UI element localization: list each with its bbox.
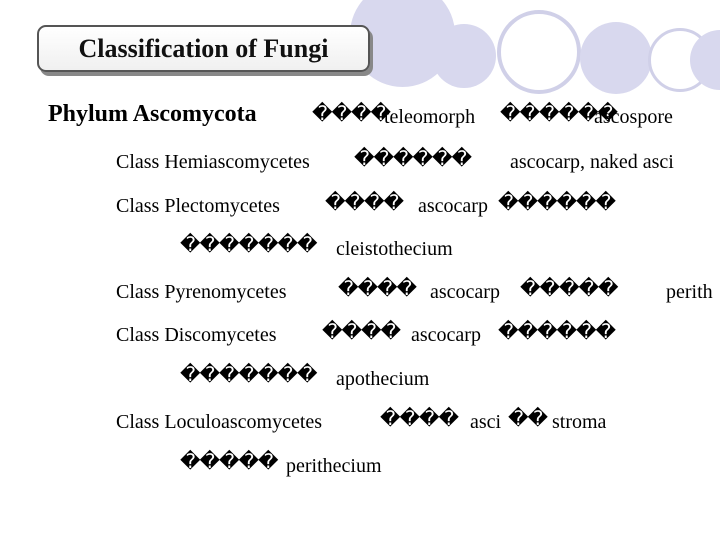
- term-cleistothecium: cleistothecium: [336, 238, 453, 260]
- glyphs-r3-a: ����: [325, 192, 404, 214]
- glyphs-r1-a: ����: [312, 103, 391, 125]
- class-plectomycetes: Class Plectomycetes: [116, 195, 280, 217]
- slide-title: Classification of Fungi: [78, 33, 329, 63]
- class-loculoascomycetes: Class Loculoascomycetes: [116, 411, 323, 433]
- class-hemiascomycetes: Class Hemiascomycetes: [116, 151, 310, 173]
- title-box: [37, 25, 370, 72]
- glyphs-r5-b: �����: [520, 278, 618, 300]
- term-ascocarp-r6: ascocarp: [411, 324, 481, 346]
- term-ascocarp-naked-asci: ascocarp, naked asci: [510, 151, 674, 173]
- term-asci: asci: [470, 411, 502, 433]
- glyphs-r8-a: ����: [380, 408, 459, 430]
- class-pyrenomycetes: Class Pyrenomycetes: [116, 281, 287, 303]
- glyphs-r2: ������: [354, 148, 472, 170]
- glyphs-r6-b: ������: [498, 321, 616, 343]
- term-ascocarp-r5: ascocarp: [430, 281, 500, 303]
- term-stroma: stroma: [552, 411, 607, 433]
- decor-circle-2: [432, 24, 496, 88]
- glyphs-r3-b: ������: [498, 192, 616, 214]
- phylum-heading: Phylum Ascomycota: [48, 101, 257, 127]
- glyphs-r1-b: ������: [500, 103, 618, 125]
- decor-circle-4: [580, 22, 652, 94]
- term-perithecium: perithecium: [286, 455, 382, 477]
- glyphs-r4: �������: [180, 234, 317, 256]
- term-ascospore: ascospore: [594, 106, 673, 128]
- term-perith: perith: [666, 281, 713, 303]
- glyphs-r8-b: ��: [508, 408, 548, 430]
- decor-circle-3: [497, 10, 581, 94]
- glyphs-r9: �����: [180, 451, 278, 473]
- term-apothecium: apothecium: [336, 368, 430, 390]
- class-discomycetes: Class Discomycetes: [116, 324, 277, 346]
- term-teleomorph: teleomorph: [384, 106, 476, 128]
- glyphs-r7: �������: [180, 364, 317, 386]
- glyphs-r5-a: ����: [338, 278, 417, 300]
- term-ascocarp-r3: ascocarp: [418, 195, 488, 217]
- glyphs-r6-a: ����: [322, 321, 401, 343]
